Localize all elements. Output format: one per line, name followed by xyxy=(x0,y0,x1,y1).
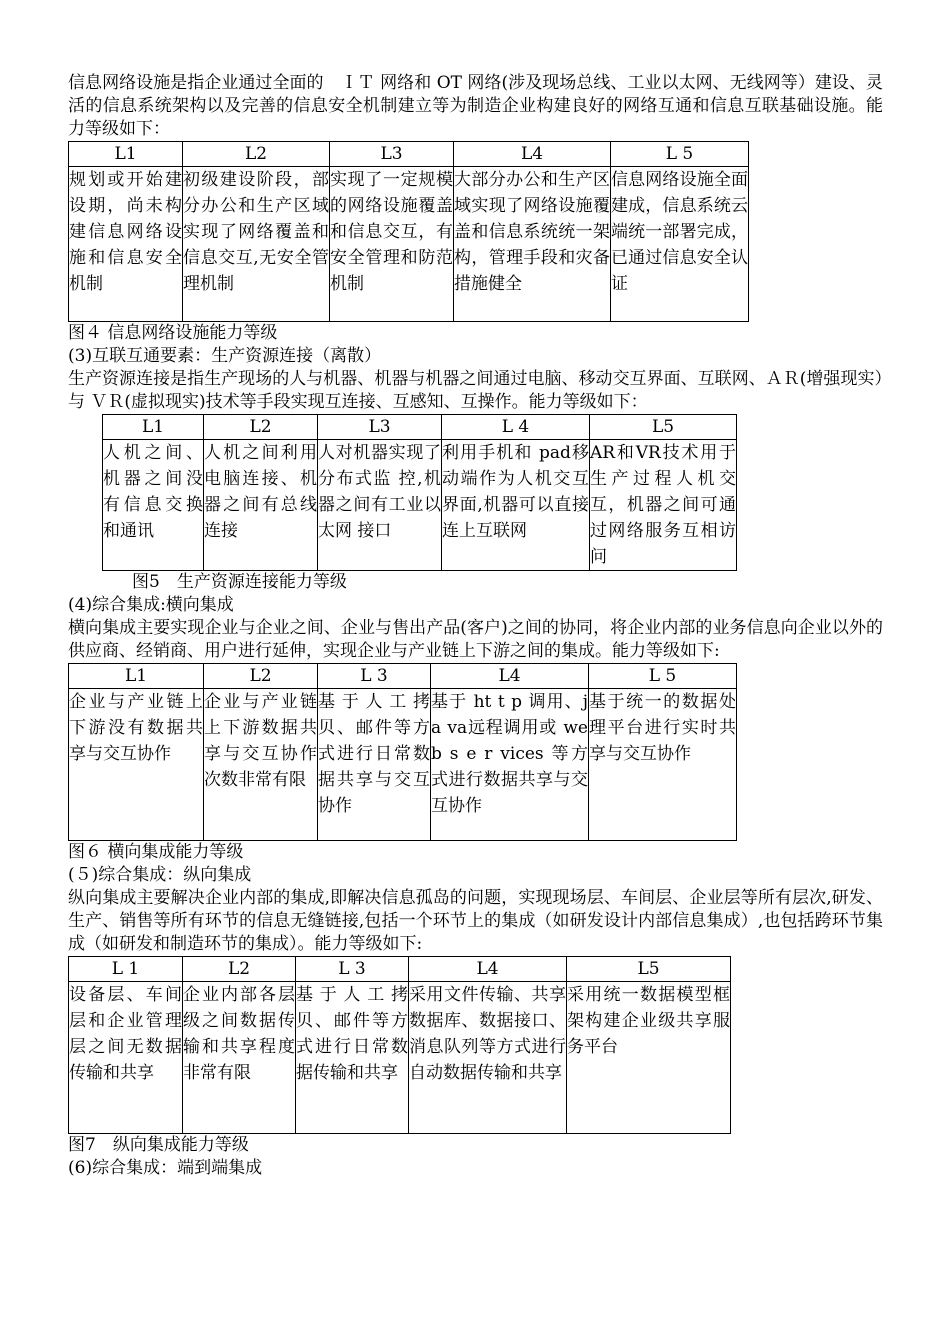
level-header: L3 xyxy=(330,142,454,167)
level-description: 初级建设阶段，部分办公和生产区域实现了网络覆盖和信息交互,无安全管理机制 xyxy=(183,167,330,322)
section-heading: (6)综合集成：端到端集成 xyxy=(68,1158,263,1178)
level-header: L3 xyxy=(318,415,442,440)
level-description: 基于人工拷贝、邮件等方式进行日常数据共享与交互协作 xyxy=(318,689,431,841)
level-description: 实现了一定规模的网络设施覆盖和信息交互，有安全管理和防范机制 xyxy=(330,167,454,322)
level-header: L 5 xyxy=(589,664,737,689)
level-description: 采用文件传输、共享数据库、数据接口、消息队列等方式进行自动数据传输和共享 xyxy=(409,982,567,1134)
level-description: 人机之间、机器之间没有信息交换和通讯 xyxy=(103,440,204,571)
level-header: L2 xyxy=(204,664,318,689)
level-header: L4 xyxy=(409,957,567,982)
level-header: L1 xyxy=(103,415,204,440)
level-header: L4 xyxy=(431,664,589,689)
table-header-row xyxy=(69,957,731,982)
level-description: 基于 ht t p 调用、j a va远程调用或 web s e r vices 等方式进行数据共享与交互协作 xyxy=(431,689,589,841)
table-row xyxy=(69,982,731,1134)
section-3-intro: 横向集成主要实现企业与企业之间、企业与售出产品(客户)之间的协同，将企业内部的业务信息向企业以外的供应商、经销商、用户进行延伸，实现企业与产业链上下游之间的集成。能力等级如下: xyxy=(68,618,883,661)
level-header: L 1 xyxy=(69,957,183,982)
level-description: 企业与产业链上下游没有数据共享与交互协作 xyxy=(69,689,204,841)
level-header: L4 xyxy=(454,142,611,167)
horizontal-integration-table xyxy=(68,663,737,841)
table-row xyxy=(69,689,737,841)
level-description: 基于统一的数据处理平台进行实时共享与交互协作 xyxy=(589,689,737,841)
table-header-row xyxy=(69,664,737,689)
resource-connection-table xyxy=(102,414,737,571)
level-description: 企业内部各层级之间数据传输和共享程度非常有限 xyxy=(183,982,296,1134)
level-description: AR和VR技术用于生产过程人机交互，机器之间可通过网络服务互相访问 xyxy=(590,440,737,571)
section-heading: (4)综合集成:横向集成 xyxy=(68,595,234,615)
level-description: 大部分办公和生产区域实现了网络设施覆盖和信息系统统一架构，管理手段和灾备措施健全 xyxy=(454,167,611,322)
level-header: L1 xyxy=(69,664,204,689)
level-header: L 3 xyxy=(296,957,409,982)
level-header: L2 xyxy=(183,957,296,982)
level-description: 采用统一数据模型框架构建企业级共享服务平台 xyxy=(567,982,731,1134)
level-description: 企业与产业链上下游数据共享与交互协作次数非常有限 xyxy=(204,689,318,841)
level-description: 人机之间利用电脑连接、机器之间有总线连接 xyxy=(204,440,318,571)
figure-caption: 图5 生产资源连接能力等级 xyxy=(132,572,347,592)
section-heading: (５)综合集成：纵向集成 xyxy=(68,865,252,885)
infra-capability-table xyxy=(68,141,749,322)
level-description: 人对机器实现了分布式监 控,机器之间有工业以太网 接口 xyxy=(318,440,442,571)
level-header: L 3 xyxy=(318,664,431,689)
section-2-intro: 生产资源连接是指生产现场的人与机器、机器与机器之间通过电脑、移动交互界面、互联网、ＡＲ(增强现实）与 ＶＲ(虚拟现实)技术等手段实现互连接、互感知、互操作。能力等级如下： xyxy=(68,369,883,412)
table-header-row xyxy=(103,415,737,440)
level-header: L1 xyxy=(69,142,183,167)
level-header: L 5 xyxy=(611,142,749,167)
level-header: L2 xyxy=(183,142,330,167)
level-header: L 4 xyxy=(442,415,590,440)
figure-caption: 图7 纵向集成能力等级 xyxy=(68,1135,249,1155)
level-description: 规划或开始建设期，尚未构建信息网络设施和信息安全机制 xyxy=(69,167,183,322)
figure-caption: 图４ 信息网络设施能力等级 xyxy=(68,323,278,343)
section-1-intro: 信息网络设施是指企业通过全面的 ＩＴ 网络和 OT 网络(涉及现场总线、工业以太网、无线网等）建设、灵活的信息系统架构以及完善的信息安全机制建立等为制造企业构建良好的网络互通和信息互联基础设施。能力等级如下： xyxy=(68,73,883,139)
level-header: L5 xyxy=(590,415,737,440)
level-description: 利用手机和 pad移动端作为人机交互界面,机器可以直接连上互联网 xyxy=(442,440,590,571)
figure-caption: 图６ 横向集成能力等级 xyxy=(68,842,244,862)
vertical-integration-table xyxy=(68,956,731,1134)
table-header-row xyxy=(69,142,749,167)
level-header: L5 xyxy=(567,957,731,982)
level-description: 基于人工拷贝、邮件等方式进行日常数据传输和共享 xyxy=(296,982,409,1134)
level-description: 设备层、车间层和企业管理层之间无数据传输和共享 xyxy=(69,982,183,1134)
table-row xyxy=(103,440,737,571)
document-page xyxy=(68,72,883,1180)
level-header: L2 xyxy=(204,415,318,440)
table-row xyxy=(69,167,749,322)
level-description: 信息网络设施全面建成，信息系统云端统一部署完成，已通过信息安全认证 xyxy=(611,167,749,322)
section-heading: (3)互联互通要素：生产资源连接（离散） xyxy=(68,346,382,366)
section-4-intro: 纵向集成主要解决企业内部的集成,即解决信息孤岛的问题，实现现场层、车间层、企业层等所有层次,研发、生产、销售等所有环节的信息无缝链接,包括一个环节上的集成（如研发设计内部信息集成）,也包括跨环节集成（如研发和制造环节的集成）。能力等级如下: xyxy=(68,888,883,954)
